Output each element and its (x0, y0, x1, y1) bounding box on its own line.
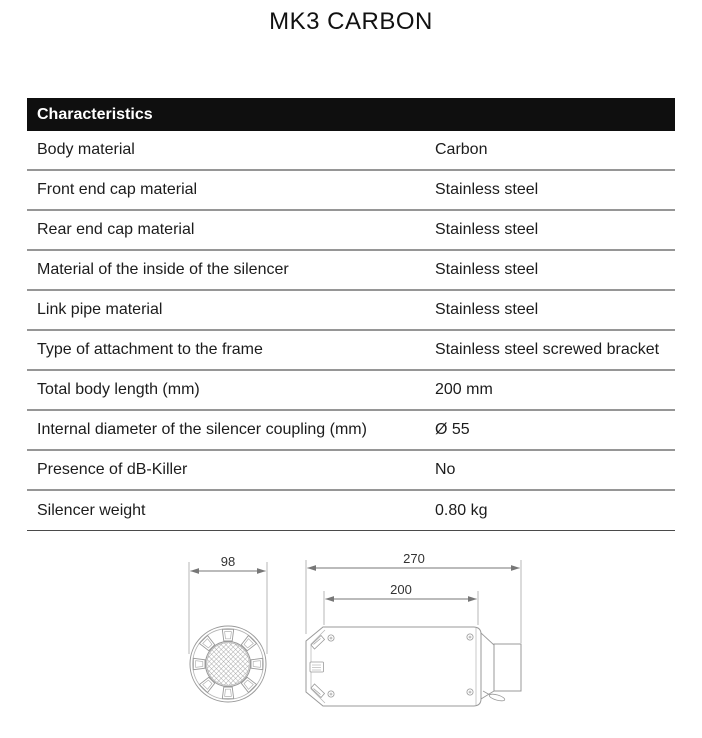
left-end-slots (310, 636, 325, 698)
row-value: Stainless steel (435, 181, 539, 198)
table-row (27, 251, 675, 291)
dimension-270 (306, 551, 521, 643)
row-value: No (435, 461, 456, 478)
row-value: 0.80 kg (435, 501, 488, 519)
dimension-98-label: 98 (220, 554, 236, 569)
row-label: Material of the inside of the silencer (37, 261, 289, 278)
dimension-200 (324, 582, 478, 625)
dimension-98 (189, 554, 267, 654)
mesh-core-outline (206, 642, 251, 687)
row-label: Body material (37, 141, 135, 158)
row-label: Type of attachment to the frame (37, 341, 263, 358)
outlet-pipe (494, 644, 521, 691)
row-value: Carbon (435, 141, 488, 158)
table-row (27, 411, 675, 451)
row-value: Stainless steel (435, 301, 539, 318)
end-cap-taper (481, 633, 494, 699)
table-row (27, 211, 675, 251)
characteristics-table (27, 98, 675, 531)
row-value: Stainless steel (435, 221, 539, 238)
row-label: Internal diameter of the silencer coupling (mm) (37, 421, 367, 438)
row-value: Stainless steel (435, 261, 539, 278)
table-row (27, 371, 675, 411)
silencer-body-outline (306, 627, 481, 706)
row-label: Total body length (mm) (37, 381, 200, 398)
row-label: Front end cap material (37, 181, 198, 198)
page-title: MK3 CARBON (269, 8, 433, 35)
row-label: Silencer weight (37, 501, 146, 519)
table-row (27, 491, 675, 531)
table-row (27, 291, 675, 331)
mesh-core (207, 643, 250, 686)
row-value: Ø 55 (435, 421, 470, 438)
row-value: 200 mm (435, 381, 493, 398)
row-value: Stainless steel screwed bracket (435, 341, 660, 358)
row-label: Presence of dB-Killer (37, 461, 188, 478)
spring-hook (483, 691, 505, 702)
table-row (27, 131, 675, 171)
row-label: Rear end cap material (37, 221, 195, 238)
dimension-270-label: 270 (403, 551, 425, 566)
front-view-drawing (189, 554, 267, 702)
dimension-200-label: 200 (390, 582, 412, 597)
table-header: Characteristics (27, 98, 675, 131)
rivets (328, 634, 473, 697)
table-row (27, 171, 675, 211)
table-row (27, 331, 675, 371)
side-view-drawing (306, 551, 521, 706)
table-row (27, 451, 675, 491)
row-label: Link pipe material (37, 301, 163, 318)
